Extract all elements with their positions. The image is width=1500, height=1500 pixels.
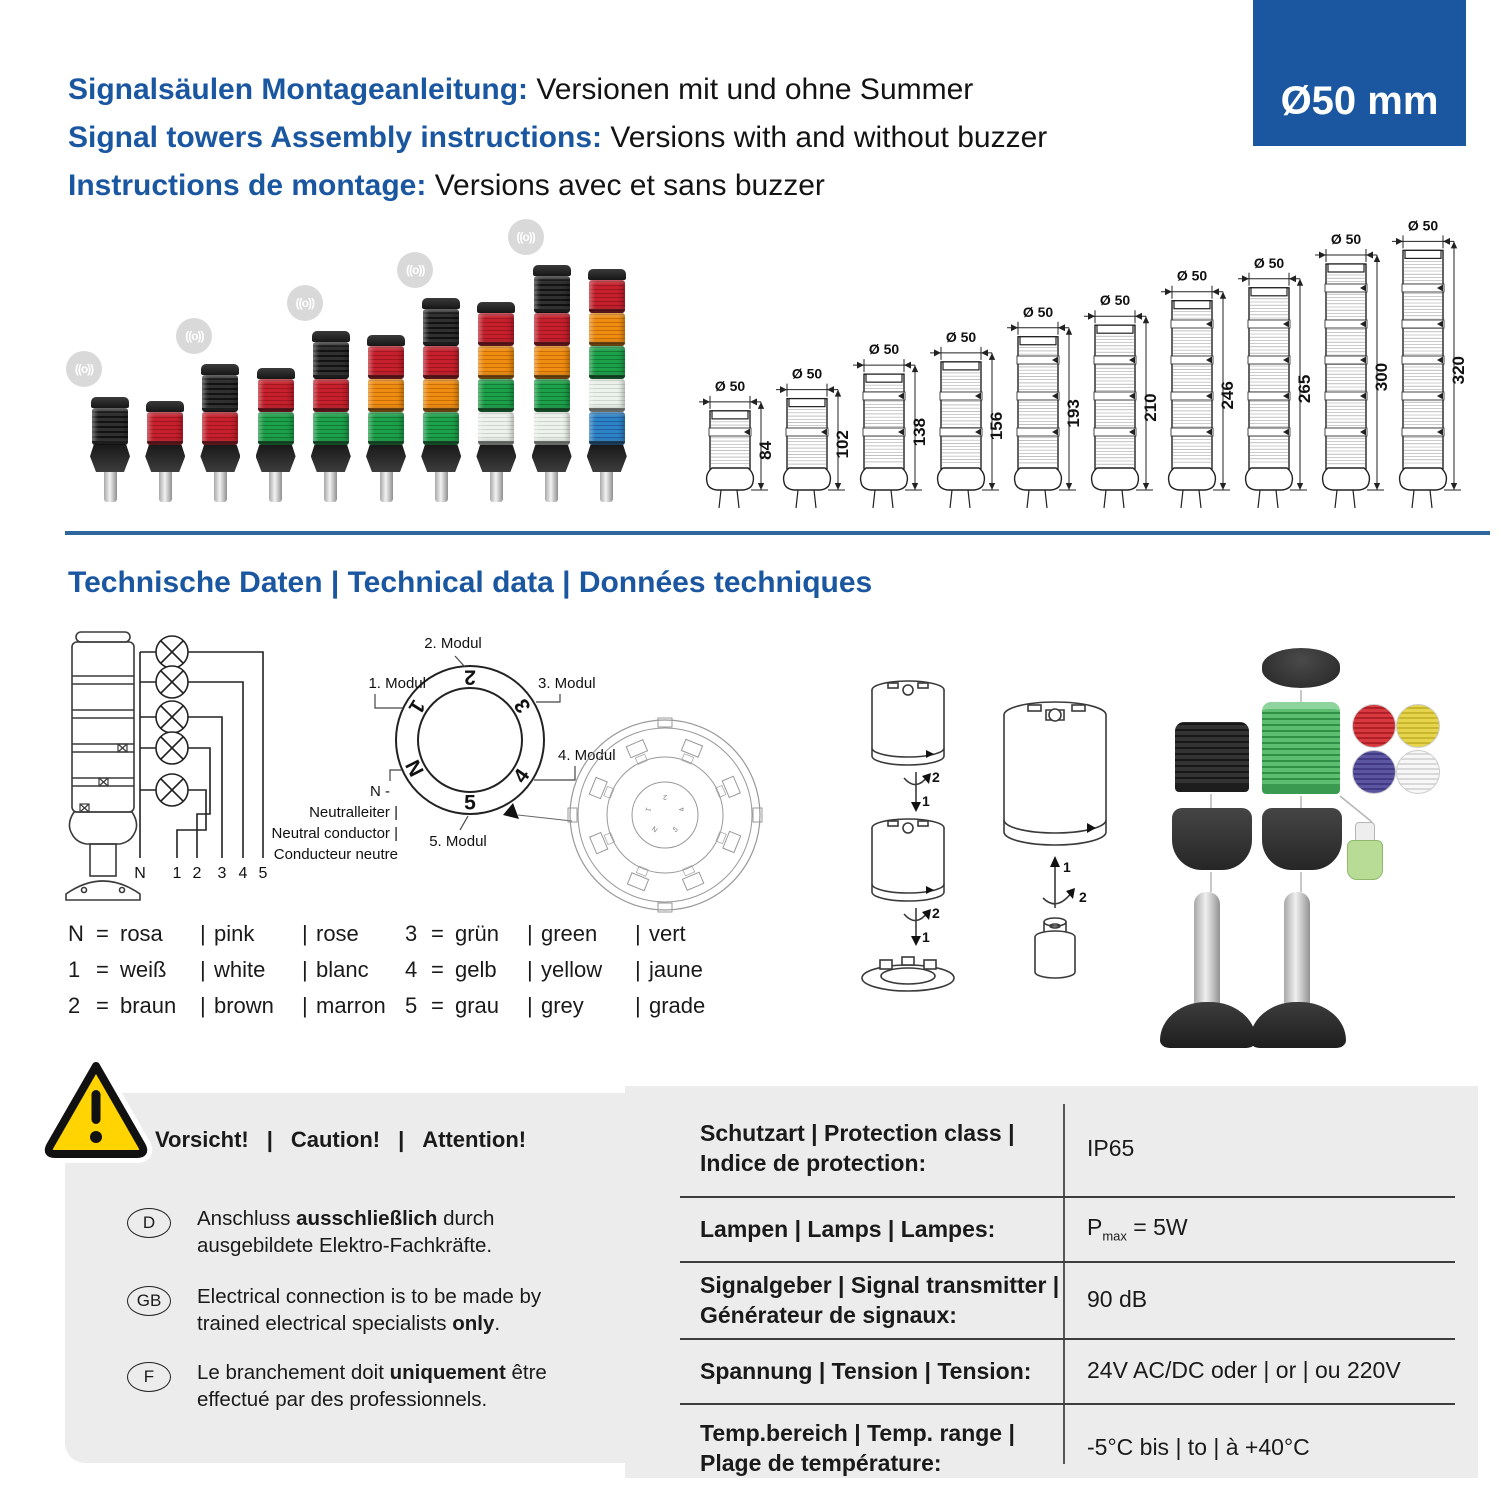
tower-pole bbox=[324, 471, 337, 502]
pole-part-left bbox=[1194, 892, 1220, 1016]
dimension-drawings bbox=[685, 217, 1500, 524]
title-text-en: Versions with and without buzzer bbox=[602, 121, 1048, 154]
buzzer-sound-icon: ((o)) bbox=[176, 318, 212, 354]
legend-row: 1 = weiß | white | blanc bbox=[68, 957, 369, 982]
orange-module bbox=[589, 313, 625, 346]
black-module bbox=[534, 276, 570, 313]
green-module bbox=[368, 412, 404, 445]
tower-base bbox=[587, 445, 627, 472]
diameter-label: Ø 50 bbox=[714, 377, 746, 394]
warning-item-fr bbox=[127, 1359, 607, 1413]
tower-base bbox=[311, 445, 351, 472]
orange-module bbox=[478, 346, 514, 379]
legend-row: N = rosa | pink | rose bbox=[68, 921, 359, 946]
tower-pole bbox=[545, 471, 558, 502]
buzzer-sound-icon: ((o)) bbox=[287, 285, 323, 321]
title-label-de: Signalsäulen Montageanleitung: bbox=[68, 73, 529, 106]
title-line-en bbox=[68, 114, 1218, 162]
lamp-symbols bbox=[156, 636, 188, 806]
diameter-label: Ø 50 bbox=[1022, 303, 1054, 320]
warning-item-de bbox=[127, 1205, 607, 1259]
tower-top-cap bbox=[201, 364, 239, 375]
red-module bbox=[202, 412, 238, 445]
tower-base bbox=[476, 445, 516, 472]
warning-triangle-icon bbox=[38, 1056, 154, 1164]
buzzer-sound-icon: ((o)) bbox=[66, 351, 102, 387]
orange-module bbox=[423, 379, 459, 412]
tower-pole bbox=[435, 471, 448, 502]
svg-text:Conducteur neutre: Conducteur neutre bbox=[273, 846, 398, 863]
base-part-right bbox=[1262, 808, 1342, 870]
white-module bbox=[478, 412, 514, 445]
svg-text:2: 2 bbox=[192, 865, 202, 882]
table-row: Lampen | Lamps | Lampes: $P_{max} = 5W$ bbox=[625, 1196, 1478, 1261]
red-module bbox=[258, 379, 294, 412]
orange-module bbox=[534, 346, 570, 379]
tower-base bbox=[532, 445, 572, 472]
svg-text:N -: N - bbox=[370, 783, 390, 800]
green-module bbox=[589, 346, 625, 379]
tower-top-cap bbox=[367, 335, 405, 346]
buzzer-sound-icon: ((o)) bbox=[397, 252, 433, 288]
table-row: Schutzart | Protection class | Indice de protection: IP65 bbox=[700, 1120, 1135, 1176]
white-module bbox=[534, 412, 570, 445]
svg-text:1: 1 bbox=[403, 695, 430, 718]
red-module bbox=[423, 346, 459, 379]
title-line-fr bbox=[68, 162, 1218, 210]
tower-base bbox=[366, 445, 406, 472]
black-module bbox=[423, 309, 459, 346]
svg-text:2: 2 bbox=[1079, 889, 1087, 905]
svg-text:3: 3 bbox=[509, 694, 536, 717]
warning-text-de: Anschluss ausschließlich durch ausgebildete Elektro-Fachkräfte. bbox=[197, 1207, 495, 1257]
svg-text:3. Modul: 3. Modul bbox=[538, 675, 596, 692]
tower-base bbox=[145, 445, 185, 472]
green-module bbox=[313, 412, 349, 445]
header bbox=[68, 66, 1218, 210]
green-lens-module-part bbox=[1262, 702, 1340, 794]
warning-title-en: Caution! bbox=[290, 1127, 381, 1152]
svg-text:2: 2 bbox=[663, 793, 667, 800]
tower-base bbox=[256, 445, 296, 472]
assembly-diagram bbox=[860, 660, 1140, 1000]
buzzer-module-part bbox=[1175, 722, 1249, 792]
svg-text:4. Modul: 4. Modul bbox=[558, 747, 616, 764]
tower-pole bbox=[159, 471, 172, 502]
warning-text-gb: Electrical connection is to be made by trained electrical specialists only. bbox=[197, 1285, 542, 1335]
warning-title bbox=[155, 1127, 526, 1153]
tower-base bbox=[200, 445, 240, 472]
diameter-label: Ø 50 bbox=[1407, 217, 1439, 234]
red-module bbox=[589, 280, 625, 313]
legend-row: 2 = braun | brown | marron bbox=[68, 993, 386, 1018]
warning-title-de: Vorsicht! bbox=[155, 1127, 249, 1152]
tower-pole bbox=[380, 471, 393, 502]
height-dimension-value: 156 bbox=[987, 411, 1006, 441]
tower-pole bbox=[600, 471, 613, 502]
svg-text:1: 1 bbox=[172, 865, 182, 882]
red-module bbox=[534, 313, 570, 346]
lang-code-fr: F bbox=[127, 1362, 171, 1392]
top-cap-part bbox=[1262, 648, 1340, 688]
title-label-fr: Instructions de montage: bbox=[68, 169, 427, 202]
pole-part-right bbox=[1284, 892, 1310, 1016]
tower-top-cap bbox=[533, 265, 571, 276]
blue-module bbox=[589, 412, 625, 445]
table-row: Signalgeber | Signal transmitter | Générateur de signaux: 90 dB bbox=[625, 1261, 1478, 1338]
height-dimension-value: 265 bbox=[1295, 374, 1314, 404]
wiring-circuit bbox=[140, 636, 263, 858]
height-dimension-value: 84 bbox=[756, 440, 775, 460]
svg-text:N: N bbox=[400, 756, 428, 781]
neutral-conductor-label bbox=[272, 783, 398, 863]
diameter-badge bbox=[1253, 0, 1466, 146]
module-ring-diagram bbox=[272, 635, 616, 863]
tower-top-cap bbox=[422, 298, 460, 309]
svg-text:1: 1 bbox=[922, 929, 930, 945]
separator: | bbox=[266, 1127, 273, 1152]
tower-pole bbox=[490, 471, 503, 502]
tower-top-cap bbox=[588, 269, 626, 280]
base-drawing-partial bbox=[862, 957, 954, 991]
yellow-lens-option bbox=[1396, 704, 1440, 748]
black-module bbox=[92, 408, 128, 445]
svg-text:2: 2 bbox=[464, 665, 476, 689]
diameter-label: Ø 50 bbox=[945, 328, 977, 345]
table-row: Spannung | Tension | Tension: 24V AC/DC oder | or | ou 220V bbox=[625, 1338, 1478, 1403]
red-lens-option bbox=[1352, 704, 1396, 748]
black-module bbox=[202, 375, 238, 412]
spec-table bbox=[625, 1086, 1478, 1478]
height-dimension-value: 138 bbox=[910, 417, 929, 447]
dimension-drawing bbox=[1378, 217, 1468, 524]
svg-text:N: N bbox=[650, 825, 659, 835]
diameter-label: Ø 50 bbox=[868, 341, 900, 358]
warning-title-fr: Attention! bbox=[422, 1127, 527, 1152]
warning-panel bbox=[65, 1093, 681, 1463]
buzzer-sound-icon: ((o)) bbox=[508, 219, 544, 255]
tower-base bbox=[421, 445, 461, 472]
purple-lens-option bbox=[1352, 750, 1396, 794]
module-drawing-small-1 bbox=[872, 681, 944, 765]
diameter-label: Ø 50 bbox=[1099, 292, 1131, 309]
color-legend-right bbox=[405, 916, 705, 1024]
red-module bbox=[368, 346, 404, 379]
height-dimension-value: 102 bbox=[833, 430, 852, 459]
separator: | bbox=[398, 1127, 405, 1152]
svg-text:4: 4 bbox=[678, 806, 687, 813]
warning-text-fr: Le branchement doit uniquement être effectué par des professionnels. bbox=[197, 1361, 547, 1411]
svg-text:4: 4 bbox=[508, 764, 535, 788]
svg-text:2. Modul: 2. Modul bbox=[424, 635, 482, 652]
black-module bbox=[313, 342, 349, 379]
svg-text:Neutral conductor |: Neutral conductor | bbox=[271, 825, 398, 842]
tower-pole bbox=[104, 471, 117, 502]
svg-text:2: 2 bbox=[932, 769, 940, 785]
title-text-fr: Versions avec et sans buzzer bbox=[426, 169, 825, 202]
tower-top-cap bbox=[91, 397, 129, 408]
height-dimension-value: 193 bbox=[1064, 399, 1083, 428]
tower-base bbox=[90, 445, 130, 472]
legend-row: 5 = grau | grey | grade bbox=[405, 993, 706, 1018]
led-bulb-drawing bbox=[1035, 918, 1075, 978]
svg-text:5. Modul: 5. Modul bbox=[429, 833, 487, 850]
title-label-en: Signal towers Assembly instructions: bbox=[68, 121, 603, 154]
svg-text:2: 2 bbox=[932, 905, 940, 921]
red-module bbox=[313, 379, 349, 412]
tower-top-cap bbox=[146, 401, 184, 412]
tower-top-cap bbox=[312, 331, 350, 342]
section-title: Technische Daten | Technical data | Données techniques bbox=[68, 566, 873, 599]
svg-text:5: 5 bbox=[464, 791, 476, 815]
title-text-de: Versionen mit und ohne Summer bbox=[528, 73, 974, 106]
height-dimension-value: 300 bbox=[1372, 362, 1391, 392]
green-module bbox=[534, 379, 570, 412]
svg-text:1: 1 bbox=[922, 793, 930, 809]
svg-text:3: 3 bbox=[217, 865, 227, 882]
diameter-label: Ø 50 bbox=[791, 365, 823, 382]
tower-top-cap bbox=[477, 302, 515, 313]
terminal-labels bbox=[134, 865, 267, 882]
svg-text:4: 4 bbox=[238, 865, 248, 882]
green-module bbox=[258, 412, 294, 445]
title-line-de bbox=[68, 66, 1218, 114]
height-dimension-value: 210 bbox=[1141, 393, 1160, 422]
svg-text:5: 5 bbox=[258, 865, 268, 882]
tower-top-cap bbox=[257, 368, 295, 379]
lang-code-gb: GB bbox=[127, 1286, 171, 1316]
svg-text:1: 1 bbox=[1063, 859, 1071, 875]
tower-pole bbox=[269, 471, 282, 502]
height-dimension-value: 320 bbox=[1449, 356, 1468, 385]
table-row: Temp.bereich | Temp. range | Plage de température: -5°C bis | to | à +40°C bbox=[625, 1403, 1478, 1492]
color-legend-left bbox=[68, 916, 386, 1024]
wiring-and-module-diagram bbox=[60, 618, 800, 918]
svg-text:5: 5 bbox=[672, 825, 680, 834]
product-photo bbox=[60, 230, 690, 530]
green-module bbox=[423, 412, 459, 445]
module-drawing-small-2 bbox=[872, 819, 944, 901]
diameter-badge-label: Ø50 mm bbox=[1280, 79, 1439, 123]
svg-text:Neutralleiter |: Neutralleiter | bbox=[309, 804, 398, 821]
section-divider bbox=[65, 531, 1490, 535]
diameter-label: Ø 50 bbox=[1330, 231, 1362, 247]
legend-row: 3 = grün | green | vert bbox=[405, 921, 686, 946]
clear-lens-option bbox=[1396, 750, 1440, 794]
svg-text:1: 1 bbox=[643, 806, 652, 813]
led-bulb-part bbox=[1347, 840, 1383, 880]
white-module bbox=[589, 379, 625, 412]
green-module bbox=[478, 379, 514, 412]
svg-text:N: N bbox=[134, 865, 146, 882]
height-dimension-value: 246 bbox=[1218, 381, 1237, 410]
red-module bbox=[478, 313, 514, 346]
base-part-left bbox=[1172, 808, 1252, 870]
orange-module bbox=[368, 379, 404, 412]
tower-outline-drawing bbox=[66, 632, 140, 900]
warning-item-gb bbox=[127, 1283, 607, 1337]
exploded-view bbox=[1150, 620, 1500, 1060]
diameter-label: Ø 50 bbox=[1253, 254, 1285, 271]
svg-text:1. Modul: 1. Modul bbox=[368, 675, 426, 692]
diameter-label: Ø 50 bbox=[1176, 267, 1208, 284]
lang-code-de: D bbox=[127, 1208, 171, 1238]
red-module bbox=[147, 412, 183, 445]
legend-row: 4 = gelb | yellow | jaune bbox=[405, 957, 703, 982]
tower-pole bbox=[214, 471, 227, 502]
module-drawing-large bbox=[1004, 702, 1106, 845]
